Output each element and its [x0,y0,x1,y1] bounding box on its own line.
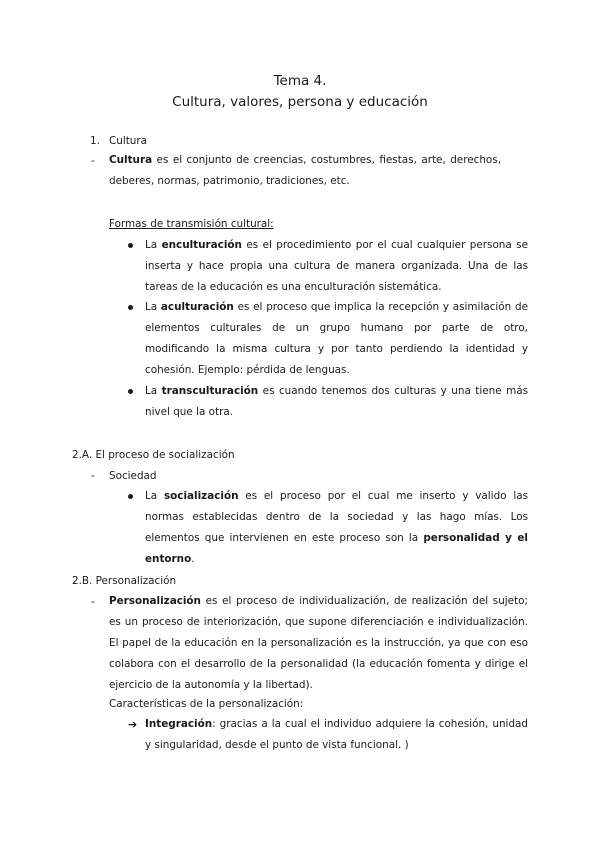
dash-marker: - [91,155,95,167]
section2b-heading: 2.B. Personalización [72,575,177,587]
title-line-2: Cultura, valores, persona y educación [172,94,428,110]
culture-definition-text: es el conjunto de creencias, costumbres, fiestas, arte, derechos, deberes, normas, patrimonio, tradiciones, etc. [109,154,501,187]
transculturation-term: transculturación [161,385,259,397]
bullet-prefix: La [145,385,162,397]
bullet-prefix: La [145,239,162,251]
section1-heading: Cultura [109,135,148,147]
bullet-aculturation [145,297,528,381]
dash-marker: - [91,596,95,608]
integration-term: Integración [145,718,213,730]
title-line-1: Tema 4. [273,73,327,89]
enculturation-term: enculturación [161,239,242,251]
integration-text: : gracias a la cual el individuo adquiere la cohesión, unidad y singularidad, desde el punto de vista funcional. ) [145,718,528,751]
transculturation-text: es cuando tenemos dos culturas y una tiene más nivel que la otra. [145,385,528,418]
personality-environment-term: personalidad y el entorno [145,532,528,565]
transmission-subheading: Formas de transmisión cultural: [109,218,274,230]
society-subheading: Sociedad [109,470,157,482]
enculturation-text: es el procedimiento por el cual cualquier persona se inserta y hace propia una cultura de manera organizada. Una de las tareas de la educación es una enculturación sistemática. [145,239,528,293]
bullet-transculturation [145,381,528,423]
section1-number: 1. [90,135,100,147]
culture-definition [109,150,501,192]
bullet-socialization [145,486,528,570]
aculturation-term: aculturación [160,301,234,313]
bullet-enculturation [145,235,528,298]
personalization-text: es el proceso de individualización, de realización del sujeto; es un proceso de interiorización, que supone diferenciación e individualización. El papel de la educación en la personalización es la instrucción, ya que con eso colabora con el desarrollo de la personalidad (la educación fomenta y dirige el ejercicio de la autonomía y la libertad). [109,595,528,691]
sentence-end: . [191,553,195,565]
culture-term: Cultura [109,154,153,166]
section2a-heading: 2.A. El proceso de socialización [72,449,235,461]
socialization-term: socialización [163,490,239,502]
bullet-dot [128,494,133,499]
bullet-dot [128,389,133,394]
socialization-text: es el proceso por el cual me inserto y valido las normas establecidas dentro de la sociedad y las hago mías. Los elementos que intervienen en este proceso son la [145,490,529,544]
bullet-prefix: La [145,301,161,313]
arrow-icon: ➔ [128,718,138,731]
personalization-term: Personalización [109,595,201,607]
characteristics-heading: Características de la personalización: [109,698,304,710]
integration-item [145,714,528,756]
bullet-dot [128,243,133,248]
dash-marker: - [91,470,95,482]
aculturation-text: es el proceso que implica la recepción y asimilación de elementos culturales de un grupo humano por parte de otro, modificando la misma cultura y por tanto perdiendo la identidad y cohesión. Ejemplo: pérdida de lenguas. [145,301,528,376]
bullet-dot [128,305,133,310]
personalization-definition [109,591,528,696]
bullet-prefix: La [145,490,164,502]
